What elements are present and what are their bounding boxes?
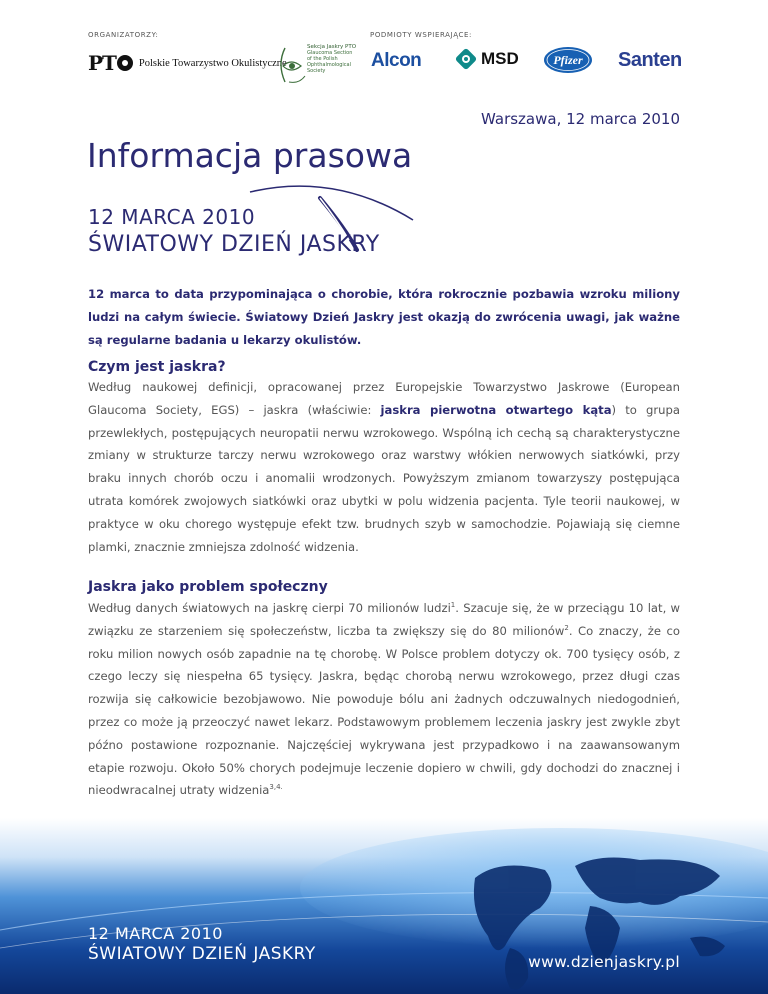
pto-logo [88,50,287,76]
pto-name: Polskie Towarzystwo Okulistyczne [138,57,287,69]
pfizer-wordmark: Pfizer [553,53,583,67]
paragraph-text: Według danych światowych na jaskrę cierpi 70 milionów ludzi [88,601,451,615]
footer-event-date: 12 MARCA 2010 [88,924,223,943]
footnote-ref: 1 [450,601,456,610]
event-date: 12 MARCA 2010 [88,205,256,229]
section-heading-social-problem: Jaskra jako problem społeczny [88,579,328,595]
santen-logo: Santen [618,49,682,71]
page-title: Informacja prasowa [87,136,413,175]
glaucoma-section-line: Ophthalmological [307,62,352,68]
pto-mark: PT [88,51,116,75]
glaucoma-section-text [307,44,356,74]
organizers-label: ORGANIZATORZY: [88,31,159,39]
pto-eye-icon [117,55,133,71]
supporters-label: PODMIOTY WSPIERAJĄCE: [370,31,472,39]
glaucoma-section-line: Society [307,68,326,74]
msd-wordmark: MSD [481,49,519,68]
date-line: Warszawa, 12 marca 2010 [481,110,680,128]
msd-logo [455,48,519,70]
section-heading-what-is-glaucoma: Czym jest jaskra? [88,359,226,375]
glaucoma-section-title: Sekcja Jaskry PTO [307,44,357,50]
lead-paragraph: 12 marca to data przypominająca o chorobie, która rokrocznie pozbawia wzroku miliony ludzi na całym świecie. Światowy Dzień Jaskry jest okazją do zwrócenia uwagi, jak ważne są regularne badania u lekarzy okulistów. [88,287,680,347]
pfizer-logo [543,46,593,74]
section-paragraph [88,376,680,558]
footnote-ref: 2 [564,623,569,632]
glaucoma-section-line: of the Polish [307,56,338,62]
paragraph-text: Według naukowej definicji, opracowanej przez Europejskie Towarzystwo Jaskrowe (European Glaucoma Society, EGS) – jaskra (właściwie: [88,380,680,417]
paragraph-text: ) to grupa przewlekłych, postępujących neuropatii nerwu wzrokowego. Wspólną ich cechą są charakterystyczne zmiany w strukturze tarczy nerwu wzrokowego oraz warstwy włókien nerwowych siatkówki, przy braku innych chorób oczu i anomalii wrodzonych. Powyższym zmianom towarzyszy postępująca utrata komórek zwojowych siatkówki oraz ubytki w polu widzenia pacjenta. Tyle teorii naukowej, w praktyce w oku chorego występuje efekt tzw. brudnych szyb w samochodzie. Pojawiają się ciemne plamki, znacznie zmniejsza zdolność widzenia. [88,402,680,554]
section-paragraph [88,597,680,802]
paragraph-text: . Szacuje się, że w przeciągu 10 lat, w związku ze starzeniem się społeczeństw, liczba ta zwiększy się do 80 milionów [88,601,680,638]
glaucoma-section-line: Glaucoma Section [307,50,353,56]
highlighted-term: jaskra pierwotna otwartego kąta [380,402,612,417]
paragraph-text: . Co znaczy, że co roku milion nowych osób zapadnie na tę chorobę. W Polsce problem dotyczy ok. 700 tysięcy osób, z czego leczy się niespełna 65 tysięcy. Jaskra, będąc chorobą nerwu wzrokowego, przez długi czas rozwija się całkowicie bezobjawowo. Nie powoduje bólu ani żadnych odczuwalnych niedogodnień, przez co może ją przeoczyć nawet lekarz. Podstawowym problemem leczenia jaskry jest zwykle zbyt późno postawione rozpoznanie. Najczęściej wykrywana jest przypadkowo i na zaawansowanym etapie rozwoju. Około 50% chorych podejmuje leczenie dopiero w chwili, gdy dochodzi do znacznej i nieodwracalnej utraty widzenia [88,623,680,798]
msd-emblem-icon [455,48,477,70]
footer-banner [0,818,768,994]
footnote-ref: 3,4. [269,783,283,792]
event-name: ŚWIATOWY DZIEŃ JASKRY [88,232,380,257]
footer-event-name: ŚWIATOWY DZIEŃ JASKRY [88,944,316,964]
alcon-logo: Alcon [371,50,422,71]
website-link[interactable]: www.dzienjaskry.pl [528,953,680,971]
